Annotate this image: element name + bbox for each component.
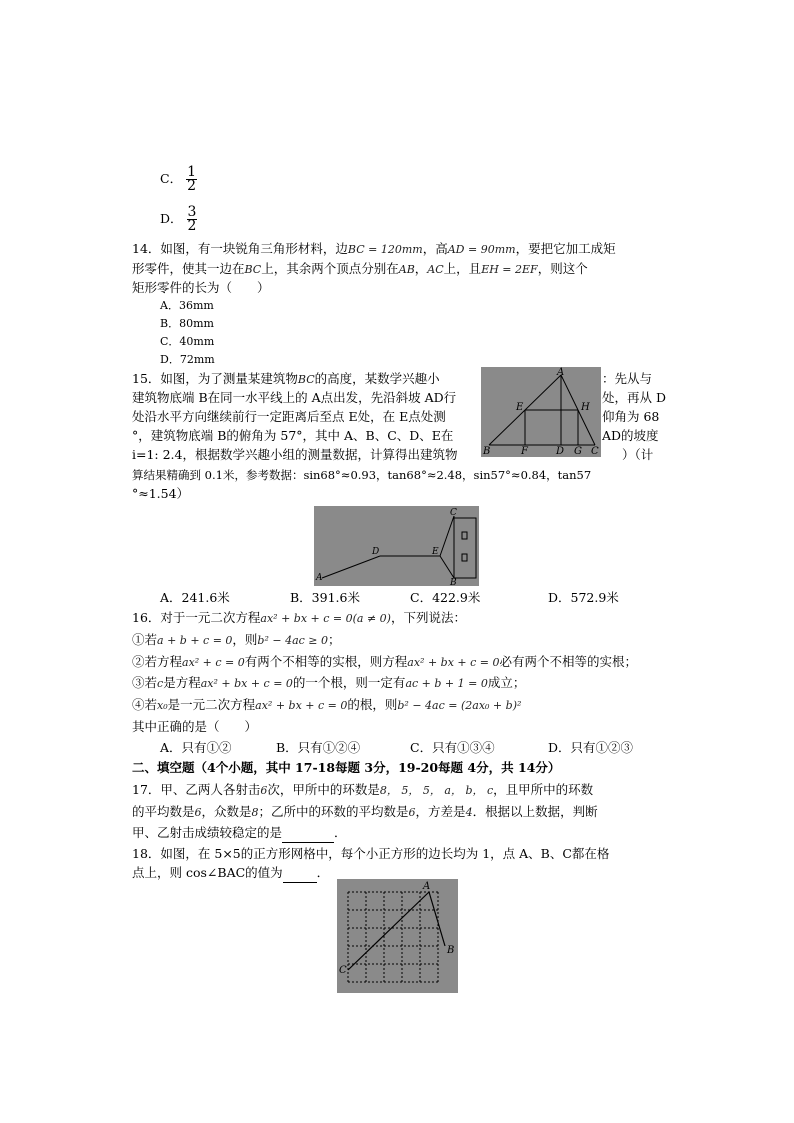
q16-statement-1: ①若a + b + c = 0，则b² − 4ac ≥ 0； — [132, 632, 341, 647]
grid-diagram — [337, 879, 458, 993]
triangle-rectangle-diagram — [481, 367, 601, 457]
window-lower — [462, 554, 467, 561]
q15-line-1-end: ：先从与 — [602, 371, 653, 386]
sight-line-eb — [440, 556, 454, 578]
q18-line-2: 点上，则 cos∠BAC的值为 ． — [132, 864, 329, 883]
q18-line-1: 18．如图，在 5×5的正方形网格中，每个小正方形的边长均为 1，点 A、B、C都在格 — [132, 846, 610, 861]
q15-line-5: i=1: 2.4，根据数学兴趣小组的测量数据，计算得出建筑物 — [132, 447, 458, 462]
q15-line-4-end: AD的坡度 — [602, 428, 659, 443]
q14-option-d: D．72mm — [160, 353, 215, 366]
q17-line-2: 的平均数是6，众数是8；乙所中的环数的平均数是6，方差是4．根据以上数据，判断 — [132, 804, 598, 819]
q16-option-a: A．只有①② — [160, 740, 232, 755]
q15-line-6: 算结果精确到 0.1米，参考数据：sin68°≈0.93，tan68°≈2.48，sin57°≈0.84，tan57 — [132, 468, 592, 482]
q15-figure — [314, 506, 479, 586]
q14-figure — [481, 367, 601, 457]
label-d: D — [556, 446, 565, 457]
label-h: H — [581, 402, 590, 413]
fraction: $\frac{1}{2}$ — [187, 164, 196, 194]
label-c: C — [591, 446, 599, 457]
q16-option-b: B．只有①②④ — [276, 740, 361, 755]
segment-ab — [429, 892, 445, 946]
q15-option-a: A．241.6米 — [160, 590, 230, 605]
q15-line-3-end: 仰角为 68 — [602, 409, 660, 424]
label-a: A — [423, 881, 431, 892]
sight-line-ec — [440, 516, 454, 556]
q16-statement-4: ④若x₀是一元二次方程ax² + bx + c = 0的根，则b² − 4ac = (2ax₀ + b)² — [132, 697, 522, 712]
q15-line-5-end: ）（计 — [622, 447, 654, 462]
q16-statement-2: ②若方程ax² + c = 0有两个不相等的实根，则方程ax² + bx + c = 0必有两个不相等的实根； — [132, 654, 638, 669]
q15-option-d: D．572.9米 — [548, 590, 619, 605]
label-a: A — [557, 367, 565, 378]
q14-line-2: 形零件，使其一边在BC上，其余两个顶点分别在AB，AC上，且EH = 2EF，则这个 — [132, 261, 588, 276]
fraction: $\frac{3}{2}$ — [187, 204, 197, 234]
q16-line-6: 其中正确的是（ ） — [132, 719, 258, 734]
answer-blank[interactable] — [283, 864, 317, 883]
q15-line-2-end: 处，再从 D — [602, 390, 666, 405]
segment-ca — [348, 892, 429, 970]
q15-line-1: 15．如图，为了测量某建筑物BC的高度，某数学兴趣小 — [132, 371, 440, 386]
q13-option-c: C． $\frac{1}{2}$ — [160, 164, 196, 194]
q14-line-3: 矩形零件的长为（ ） — [132, 280, 270, 295]
label-g: G — [574, 446, 582, 457]
q15-option-c: C．422.9米 — [410, 590, 481, 605]
q16-line-1: 16．对于一元二次方程ax² + bx + c = 0(a ≠ 0)，下列说法： — [132, 610, 466, 625]
label-b: B — [483, 446, 491, 457]
q15-line-4: °，建筑物底端 B的俯角为 57°，其中 A、B、C、D、E在 — [132, 428, 454, 443]
q16-option-d: D．只有①②③ — [548, 740, 634, 755]
answer-blank[interactable] — [282, 824, 334, 843]
q15-line-2: 建筑物底端 B在同一水平线上的 A点出发，先沿斜坡 AD行 — [132, 390, 457, 405]
q15-option-b: B．391.6米 — [290, 590, 360, 605]
q13-option-d: D． $\frac{3}{2}$ — [160, 204, 197, 234]
q17-line-1: 17．甲、乙两人各射击6次，甲所中的环数是8， 5， 5， a， b， c，且甲所中的环数 — [132, 782, 594, 797]
q14-line-1: 14．如图，有一块锐角三角形材料，边BC = 120mm，高AD = 90mm，要把它加工成矩 — [132, 241, 616, 256]
slope-ad — [322, 556, 380, 578]
label-b: B — [450, 578, 457, 586]
q17-line-3: 甲、乙射击成绩较稳定的是 ． — [132, 824, 347, 843]
q15-line-7: °≈1.54） — [132, 486, 190, 501]
label-a: A — [316, 573, 323, 583]
label-f: F — [521, 446, 528, 457]
q14-option-a: A．36mm — [160, 299, 214, 312]
section-heading: 二、填空题（4个小题，其中 17-18每题 3分，19-20每题 4分，共 14分） — [132, 760, 561, 775]
label-e: E — [516, 402, 524, 413]
building-outline — [454, 518, 476, 578]
window-upper — [462, 532, 467, 539]
label-c: C — [450, 508, 457, 518]
q18-figure — [337, 879, 458, 993]
q16-statement-3: ③若c是方程ax² + bx + c = 0的一个根，则一定有ac + b + 1 = 0成立； — [132, 675, 526, 690]
q15-line-3: 处沿水平方向继续前行一定距离后至点 E处，在 E点处测 — [132, 409, 446, 424]
grid-lines — [348, 892, 438, 982]
label-b: B — [447, 945, 455, 956]
building-slope-diagram — [314, 506, 479, 586]
q14-option-c: C．40mm — [160, 335, 215, 348]
label-c: C — [339, 965, 347, 976]
label-e: E — [432, 547, 439, 557]
q14-option-b: B．80mm — [160, 317, 214, 330]
q16-option-c: C．只有①③④ — [410, 740, 495, 755]
label-d: D — [372, 547, 380, 557]
